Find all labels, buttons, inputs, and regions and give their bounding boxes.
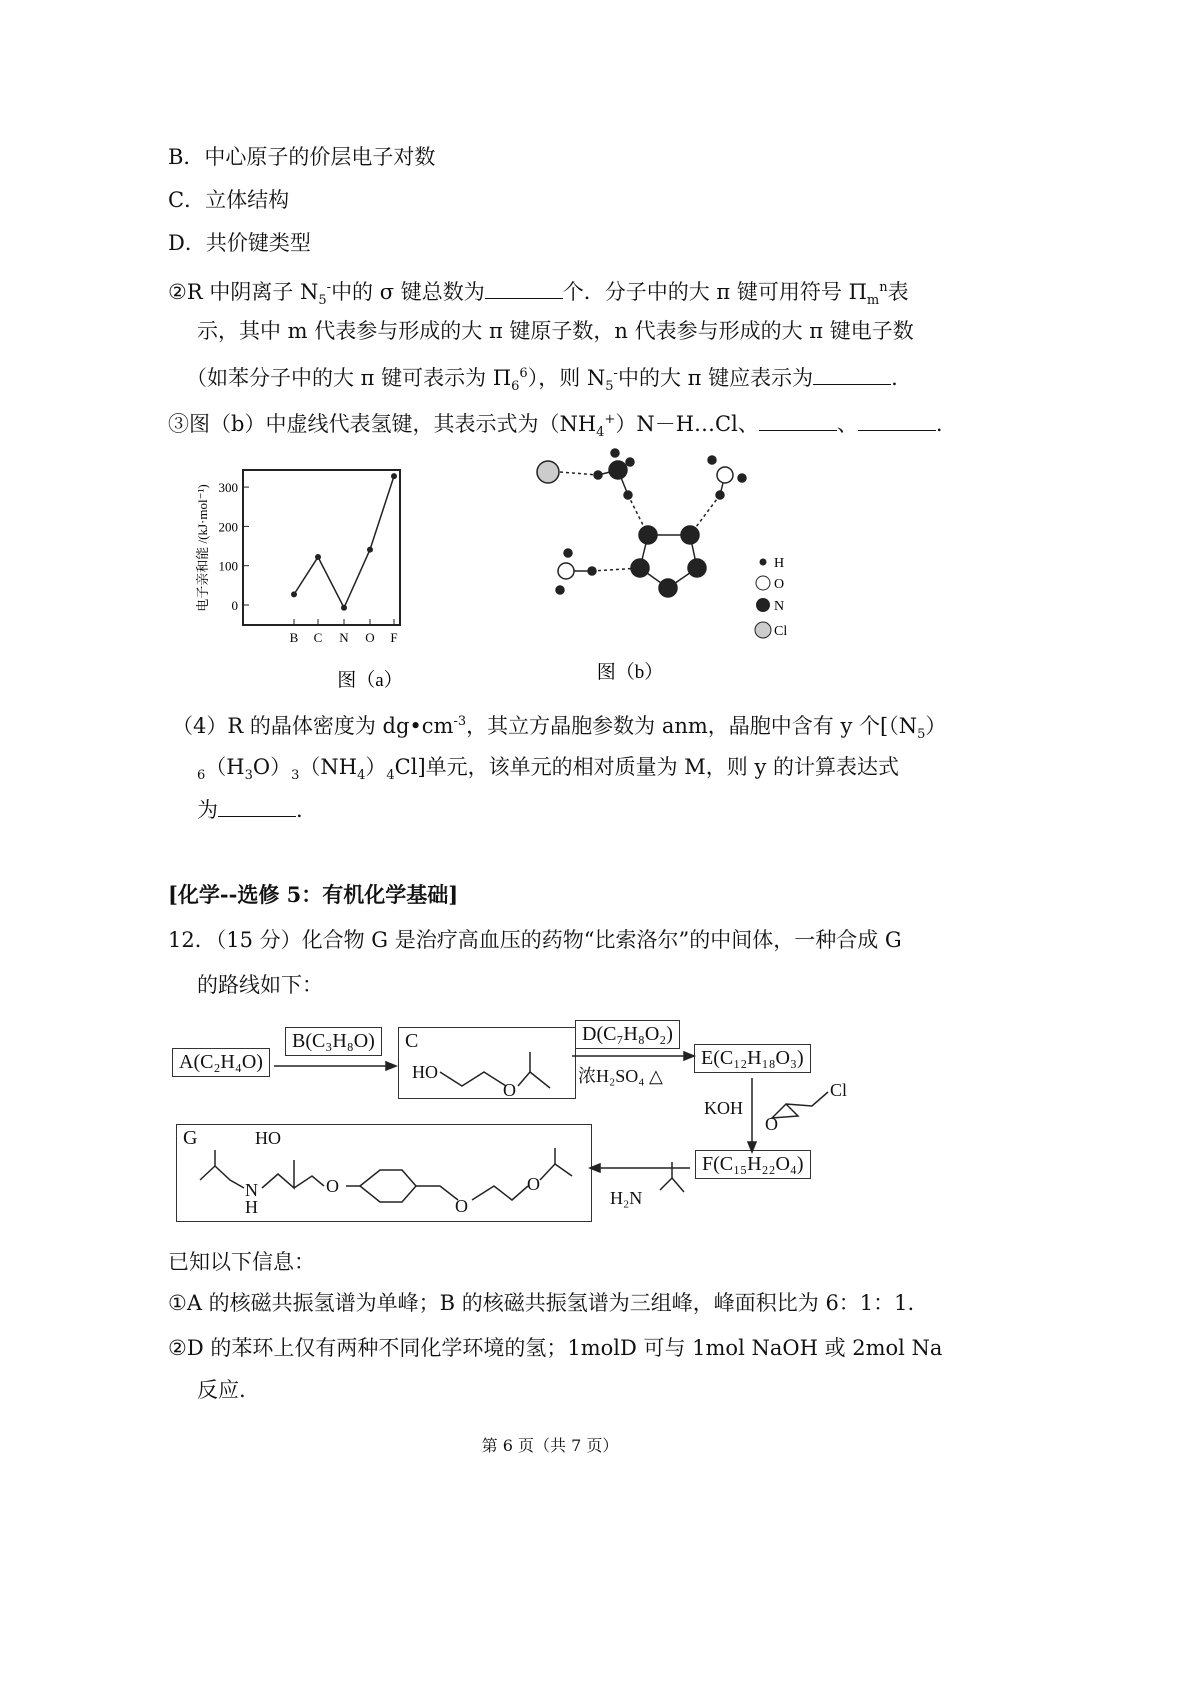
q4-line1: （4）R 的晶体密度为 $dg•cm^{-3}$，其立方晶胞参数为 anm，晶胞中含有 y 个[$(N_5)$	[172, 714, 947, 743]
svg-text:H: H	[774, 556, 785, 571]
cl-atom	[537, 461, 559, 483]
data-point	[291, 591, 297, 597]
info-title: 已知以下信息：	[168, 1250, 315, 1274]
data-point	[341, 605, 347, 611]
q12-line2: 的路线如下：	[197, 973, 323, 997]
q4-line3: 为 .	[197, 798, 303, 822]
g-n: N	[245, 1180, 258, 1200]
data-point	[367, 547, 373, 553]
x-tick-label: C	[313, 630, 323, 645]
section-header: [化学--选修 5：有机化学基础]	[168, 882, 459, 907]
g-o1: O	[326, 1176, 339, 1196]
reagent-d: D(C₇H₈O₂)	[575, 1020, 680, 1049]
g-ho: HO	[255, 1128, 281, 1148]
option-c: C．立体结构	[168, 188, 290, 212]
y-tick-label: 200	[218, 519, 238, 535]
c-ho: HO	[412, 1062, 438, 1082]
y-tick-label: 300	[218, 480, 238, 496]
x-tick-label: O	[365, 630, 375, 645]
figure-b-caption: 图（b）	[596, 662, 664, 683]
info-item-2: ②D 的苯环上仅有两种不同化学环境的氢；1molD 可与 1mol NaOH 或 2mol Na	[168, 1336, 943, 1360]
compound-f: F(C₁₅H₂₂O₄)	[695, 1150, 811, 1179]
g-o3: O	[527, 1174, 540, 1194]
q2-line1: ②R 中阴离子 $N_5^-$中的 σ 键总数为 个．分子中的大 π 键可用符号 $\Pi_m^n$表	[168, 280, 909, 309]
q3-line: ③图（b）中虚线代表氢键，其表示式为$(NH_4^+)N-H\dots Cl$、 、 .	[168, 412, 943, 441]
figure-b-molecule	[537, 449, 746, 597]
page-footer: 第 6 页（共 7 页）	[481, 1436, 619, 1455]
figures	[0, 440, 1200, 700]
x-tick-label: N	[339, 630, 349, 645]
x-tick-label: B	[289, 630, 299, 645]
epoxide-o: O	[765, 1114, 778, 1134]
x-tick-label: F	[390, 630, 398, 645]
data-point	[315, 554, 321, 560]
q12-line1: 12．（15 分）化合物 G 是治疗高血压的药物“比索洛尔”的中间体，一种合成 G	[168, 928, 902, 952]
q2-line2: 示，其中 m 代表参与形成的大 π 键原子数，n 代表参与形成的大 π 键电子数	[197, 319, 914, 343]
compound-g: G	[176, 1124, 592, 1222]
svg-text:Cl: Cl	[774, 624, 788, 639]
g-h: H	[245, 1197, 258, 1217]
c-o: O	[503, 1080, 516, 1100]
data-point	[391, 473, 397, 479]
option-d: D．共价键类型	[168, 231, 311, 255]
series-line	[294, 476, 394, 608]
svg-text:O: O	[774, 577, 785, 592]
figure-a-chart	[195, 470, 400, 645]
figure-a-caption: 图（a）	[337, 670, 403, 691]
koh: KOH	[704, 1098, 743, 1118]
figure-b-legend	[755, 556, 787, 639]
svg-text:N: N	[774, 599, 785, 614]
y-tick-label: 100	[218, 558, 238, 574]
plot-frame	[243, 470, 400, 625]
q2-line3: （如苯分子中的大 π 键可表示为 $\Pi_6^6$），则 $N_5^-$中的大 π 键应表示为 .	[186, 366, 898, 395]
reagent-b: B(C₃H₈O)	[285, 1027, 382, 1056]
condition: 浓H₂SO₄ △	[578, 1066, 663, 1086]
compound-e: E(C₁₂H₁₈O₃)	[694, 1044, 811, 1073]
q4-line2: $_6(H_3O)_3(NH_4)_4Cl$]单元，该单元的相对质量为 M，则 y 的计算表达式	[197, 755, 900, 784]
isopropylamine: H₂N	[610, 1188, 643, 1208]
g-o2: O	[455, 1196, 468, 1216]
compound-a: A(C₂H₄O)	[172, 1048, 270, 1077]
epoxide-cl: Cl	[830, 1080, 848, 1100]
y-tick-label: 0	[231, 598, 238, 613]
y-axis-label: 电子亲和能 /(kJ·mol⁻¹)	[195, 484, 210, 612]
compound-c: C	[398, 1027, 576, 1099]
info-item-1: ①A 的核磁共振氢谱为单峰；B 的核磁共振氢谱为三组峰，峰面积比为 6：1：1.	[168, 1291, 915, 1315]
info-item-2-cont: 反应.	[197, 1378, 246, 1402]
option-b: B．中心原子的价层电子对数	[168, 145, 436, 169]
